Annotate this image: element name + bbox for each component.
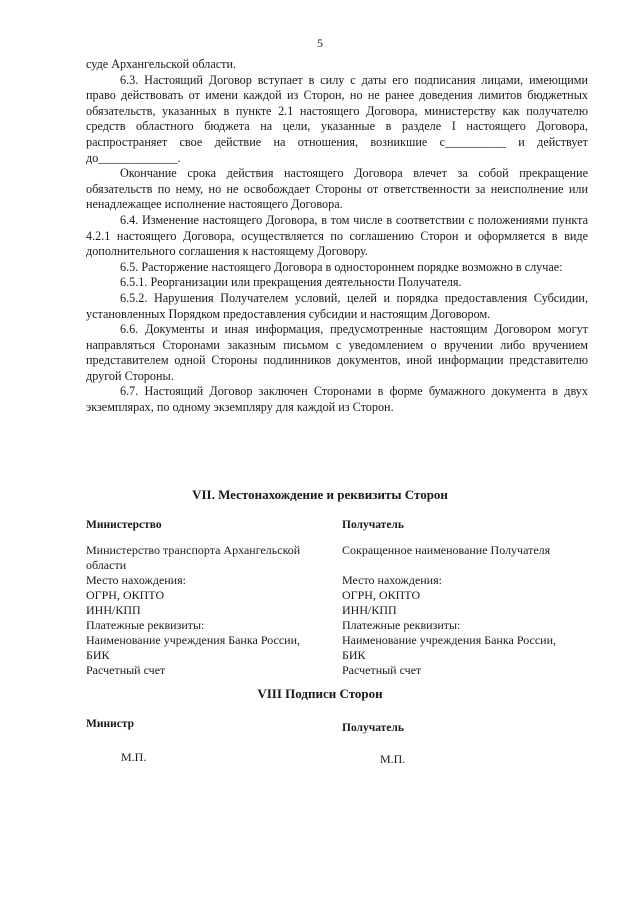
paragraph: суде Архангельской области. [86,57,237,71]
paragraph: 6.6. Документы и иная информация, предусмотренные настоящим Договором могут направляться Сторонами заказным письмом с уведомлением о вручении либо вручением представителем одной Стороны подлинников документов, иной информации представителю другой Стороны. [86,322,588,383]
detail-line: ИНН/КПП [342,603,397,617]
detail-line: ОГРН, ОКПТО [86,588,165,602]
recipient-heading: Получатель [342,519,404,531]
recipient-details [342,518,582,678]
minister-seal-placeholder: М.П. [121,750,147,764]
contract-body [86,57,588,416]
minister-signature-heading: Министр [86,718,135,730]
detail-line: Наименование учреждения Банка России, [342,633,556,647]
detail-line: Платежные реквизиты: [86,618,205,632]
section-8-title: VIII Подписи Сторон [257,686,383,701]
section-7-title: VII. Местонахождение и реквизиты Сторон [192,487,448,502]
ministry-name-line: Министерство транспорта Архангельской [86,543,301,557]
detail-line: Расчетный счет [342,663,422,677]
ministry-details [86,518,326,678]
detail-line: БИК [86,648,110,662]
recipient-signature-heading: Получатель [342,722,404,734]
paragraph: 6.5. Расторжение настоящего Договора в одностороннем порядке возможно в случае: [120,259,563,274]
paragraph: 6.5.1. Реорганизации или прекращения деятельности Получателя. [120,275,462,290]
ministry-name-line: области [86,558,127,572]
paragraph: Окончание срока действия настоящего Договора влечет за собой прекращение обязательств по нему, но не освобождает Стороны от ответственности за неисполнение или ненадлежащее исполнение настоящего Договора. [86,166,588,212]
detail-line: ИНН/КПП [86,603,141,617]
recipient-name-line [342,558,582,573]
recipient-seal-placeholder: М.П. [380,752,406,766]
detail-line: Место нахождения: [86,573,186,587]
detail-line: Платежные реквизиты: [342,618,461,632]
detail-line: ОГРН, ОКПТО [342,588,421,602]
detail-line: Наименование учреждения Банка России, [86,633,300,647]
paragraph: 6.7. Настоящий Договор заключен Сторонами в форме бумажного документа в двух экземплярах, по одному экземпляру для каждой из Сторон. [86,384,588,415]
paragraph: 6.5.2. Нарушения Получателем условий, целей и порядка предоставления Субсидии, установленных Порядком предоставления субсидии и настоящим Договором. [86,290,588,321]
page-number: 5 [317,36,323,50]
recipient-name-line: Сокращенное наименование Получателя [342,543,551,557]
paragraph: 6.3. Настоящий Договор вступает в силу с даты его подписания лицами, имеющими право действовать от имени каждой из Сторон, но не ранее доведения лимитов бюджетных обязательств, указанных в пункте 2.1 настоящего Договора, министерству как получателю средств областного бюджета на цели, указанные в разделе I настоящего Договора, распространяет свое действие на отношения, возникшие с__________ и действует до_____________. [86,72,588,165]
detail-line: Расчетный счет [86,663,166,677]
ministry-heading: Министерство [86,519,162,531]
detail-line: Место нахождения: [342,573,442,587]
detail-line: БИК [342,648,366,662]
paragraph: 6.4. Изменение настоящего Договора, в том числе в соответствии с положениями пункта 4.2.1 настоящего Договора, осуществляется по соглашению Сторон и оформляется в виде дополнительного соглашения к настоящему Договору. [86,212,588,259]
